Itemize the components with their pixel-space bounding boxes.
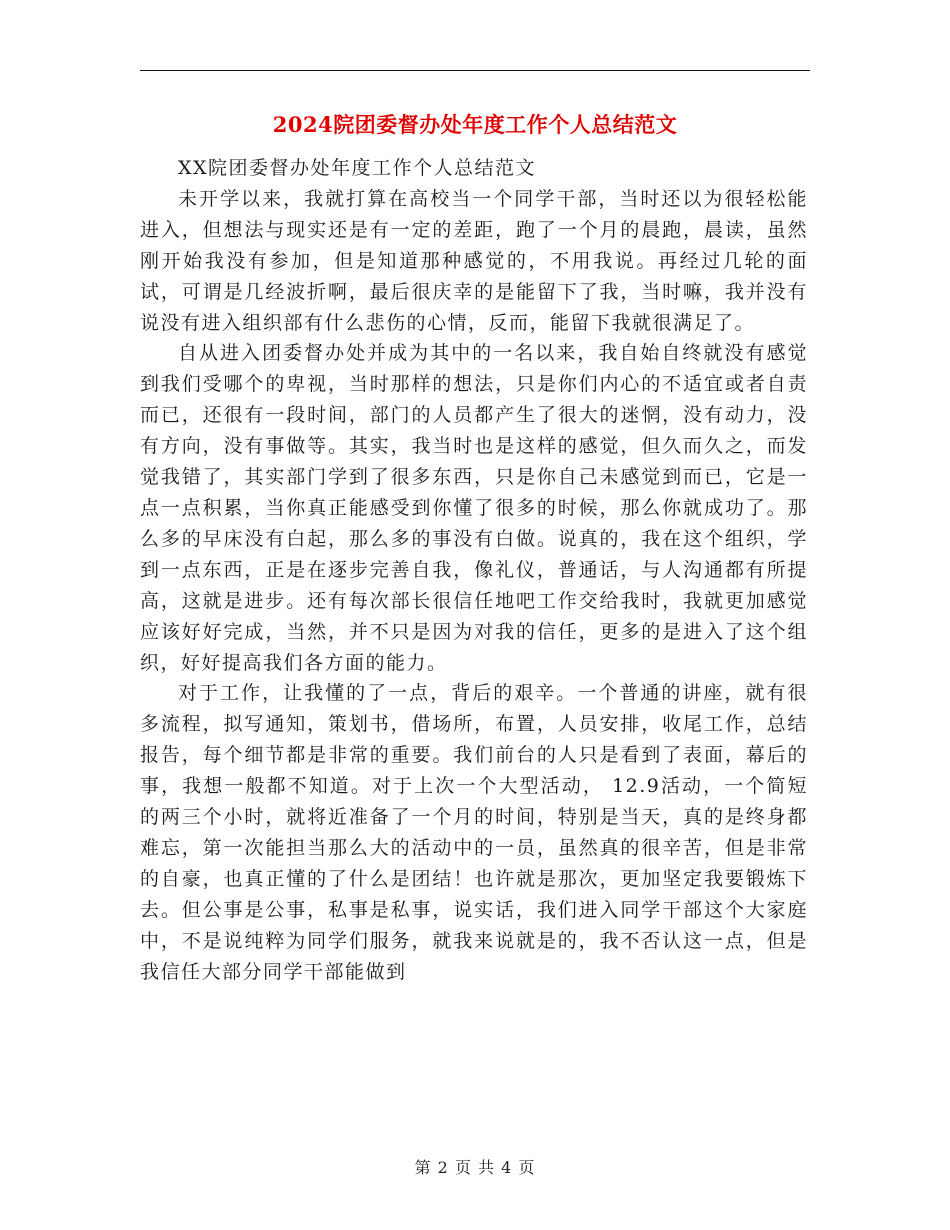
paragraph-3: 对于工作，让我懂的了一点，背后的艰辛。一个普通的讲座，就有很多流程，拟写通知，策划书，借场所，布置，人员安排，收尾工作，总结报告，每个细节都是非常的重要。我们前台的人只是看到了表面，幕后的事，我想一般都不知道。对于上次一个大型活动， 12.9活动，一个简短的两三个小时，就将近准备了一个月的时间，特别是当天，真的是终身都难忘，第一次能担当那么大的活动中的一员，虽然真的很辛苦，但是非常的自豪，也真正懂的了什么是团结！也许就是那次，更加坚定我要锻炼下去。但公事是公事，私事是私事，说实话，我们进入同学干部这个大家庭中，不是说纯粹为同学们服务，就我来说就是的，我不否认这一点，但是我信任大部分同学干部能做到 [140,682,808,983]
document-body [140,153,808,987]
page-number-label: 第 2 页 共 4 页 [414,1158,536,1177]
document-title: 2024院团委督办处年度工作个人总结范文 [272,112,678,137]
page-footer [0,1155,950,1178]
paragraph-1: 未开学以来，我就打算在高校当一个同学干部，当时还以为很轻松能进入，但想法与现实还是有一定的差距，跑了一个月的晨跑，晨读，虽然刚开始我没有参加，但是知道那种感觉的，不用我说。再经过几轮的面试，可谓是几经波折啊，最后很庆幸的是能留下了我，当时嘛，我并没有说没有进入组织部有什么悲伤的心情，反而，能留下我就很满足了。 [140,187,808,334]
header-rule [140,70,810,71]
document-subtitle: XX院团委督办处年度工作个人总结范文 [178,157,537,179]
paragraph-2: 自从进入团委督办处并成为其中的一名以来，我自始自终就没有感觉到我们受哪个的卑视，当时那样的想法，只是你们内心的不适宜或者自责而已，还很有一段时间，部门的人员都产生了很大的迷惘，没有动力，没有方向，没有事做等。其实，我当时也是这样的感觉，但久而久之，而发觉我错了，其实部门学到了很多东西，只是你自己未感觉到而已，它是一点一点积累，当你真正能感受到你懂了很多的时候，那么你就成功了。那么多的早床没有白起，那么多的事没有白做。说真的，我在这个组织，学到一点东西，正是在逐步完善自我，像礼仪，普通话，与人沟通都有所提高，这就是进步。还有每次部长很信任地吧工作交给我时，我就更加感觉应该好好完成，当然，并不只是因为对我的信任，更多的是进入了这个组织，好好提高我们各方面的能力。 [140,342,808,674]
